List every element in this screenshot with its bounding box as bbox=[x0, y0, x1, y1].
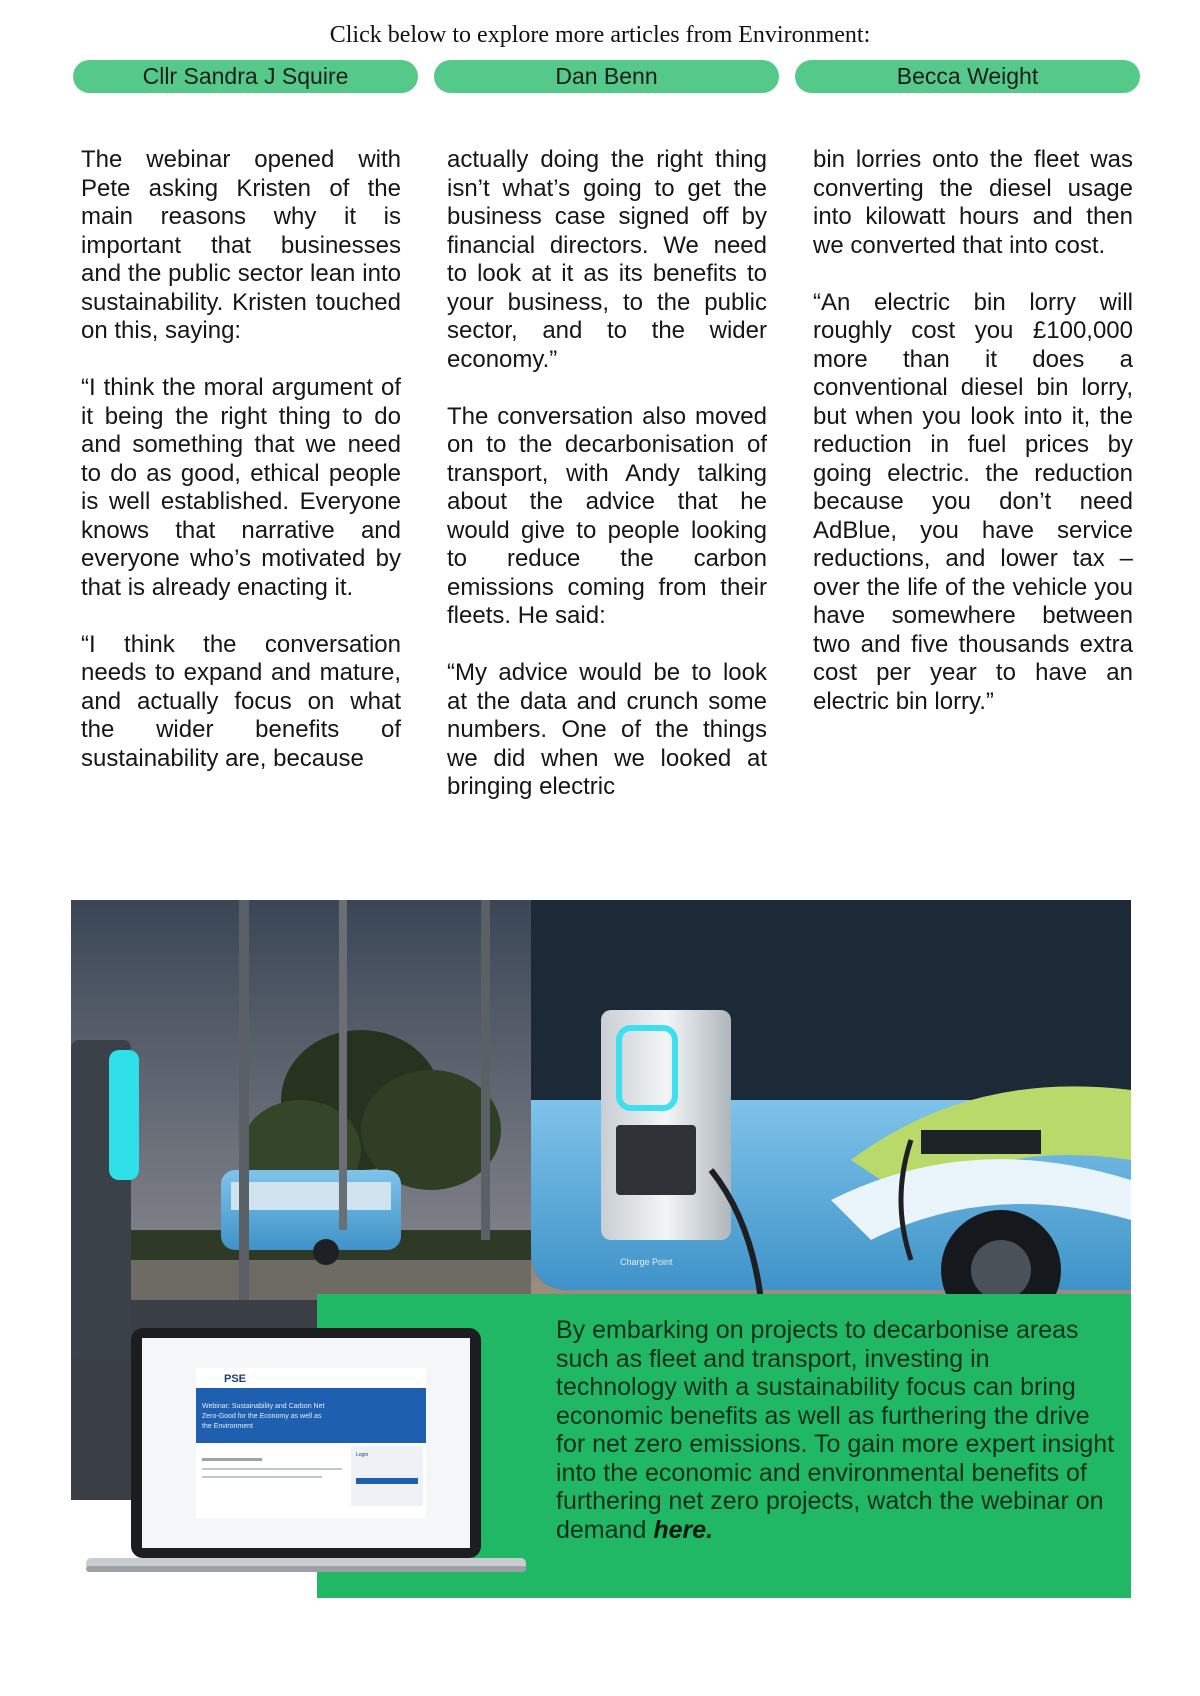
explore-heading: Click below to explore more articles from Environment: bbox=[329, 22, 871, 48]
article-column-3 bbox=[813, 146, 1133, 745]
svg-text:Login: Login bbox=[356, 1452, 369, 1458]
article-column-1 bbox=[81, 146, 401, 802]
paragraph: bin lorries onto the fleet was converting the diesel usage into kilowatt hours and then we converted that into cost. bbox=[813, 146, 1133, 259]
author-link-sandra-squire[interactable]: Cllr Sandra J Squire bbox=[73, 60, 418, 93]
author-link-dan-benn[interactable]: Dan Benn bbox=[434, 60, 779, 93]
paragraph: The webinar opened with Pete asking Kristen of the main reasons why it is important that businesses and the public sector lean into sustainability. Kristen touched on this, saying: bbox=[81, 146, 401, 344]
author-link-becca-weight[interactable]: Becca Weight bbox=[795, 60, 1140, 93]
svg-text:PSE: PSE bbox=[224, 1373, 247, 1385]
paragraph: actually doing the right thing isn’t what’s going to get the business case signed off by financial directors. We need to look at it as its benefits to your business, to the public sector, and to the wider economy.” bbox=[447, 146, 767, 373]
paragraph: “I think the conversation needs to expand and mature, and actually focus on what the wider benefits of sustainability are, because bbox=[81, 630, 401, 772]
callout-body: By embarking on projects to decarbonise areas such as fleet and transport, investing in technology with a sustainability focus can bring economic benefits as well as furthering the drive for net zero emissions. To gain more expert insight into the economic and environmental benefits of furthering net zero projects, watch the webinar on demand bbox=[556, 1316, 1115, 1544]
paragraph: “I think the moral argument of it being the right thing to do and something that we need to do as good, ethical people is well established. Everyone knows that narrative and everyone who’s motivated by that is already enacting it. bbox=[81, 374, 401, 601]
callout-text bbox=[556, 1316, 1116, 1544]
svg-text:Charge Point: Charge Point bbox=[620, 1257, 673, 1267]
webinar-link[interactable]: here. bbox=[653, 1515, 714, 1544]
paragraph: “My advice would be to look at the data and crunch some numbers. One of the things we did when we looked at bringing electric bbox=[447, 659, 767, 800]
laptop-webinar-image bbox=[86, 1328, 526, 1593]
article-column-2 bbox=[447, 146, 767, 830]
paragraph: The conversation also moved on to the decarbonisation of transport, with Andy talking about the advice that he would give to people looking to reduce the carbon emissions coming from their fleets. He said: bbox=[447, 402, 767, 629]
svg-text:Webinar: Sustainability and Ca: Webinar: Sustainability and Carbon Net Zero-Good for the Economy as well as the Environment bbox=[202, 1403, 325, 1430]
paragraph: “An electric bin lorry will roughly cost you £100,000 more than it does a conventional diesel bin lorry, but when you look into it, the reduction in fuel prices by going electric. the reduction because you don’t need AdBlue, you have service reductions, and lower tax – over the life of the vehicle you have somewhere between two and five thousands extra cost per year to have an electric bin lorry.” bbox=[813, 288, 1133, 715]
